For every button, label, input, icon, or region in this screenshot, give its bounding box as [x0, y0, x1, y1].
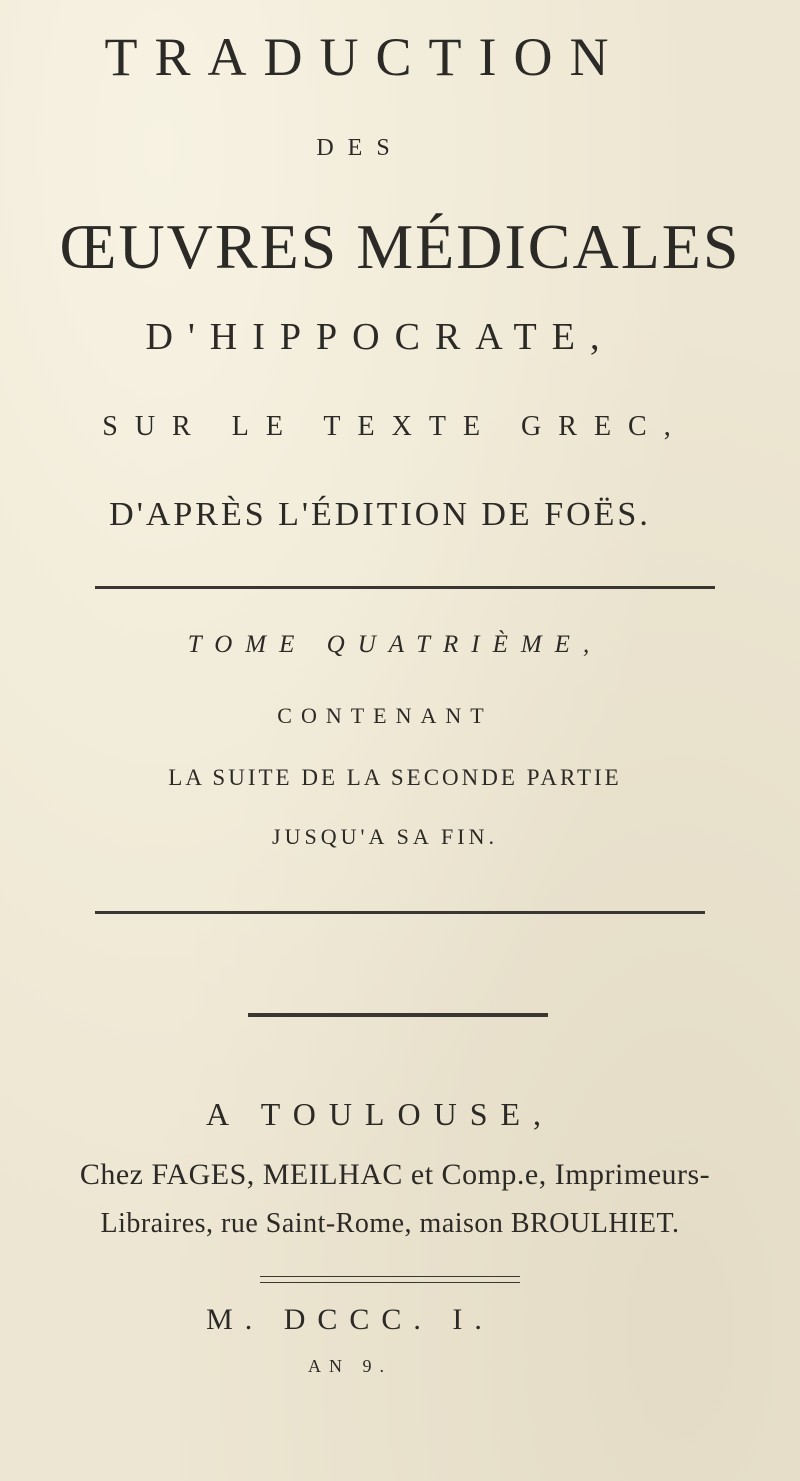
double-rule-top — [260, 1276, 520, 1277]
imprint-publisher: Chez FAGES, MEILHAC et Comp.e, Imprimeurs- — [79, 1158, 711, 1191]
source-text-line: SUR LE TEXTE GREC, — [102, 411, 688, 442]
double-rule-bottom — [260, 1282, 520, 1283]
edition-line: D'APRÈS L'ÉDITION DE FOËS. — [109, 496, 651, 533]
imprint-place: A TOULOUSE, — [205, 1096, 555, 1132]
contents-label: CONTENANT — [277, 703, 493, 728]
author-name: D'HIPPOCRATE, — [145, 316, 615, 358]
imprint-address: Libraires, rue Saint-Rome, maison BROULHIET. — [100, 1208, 680, 1239]
contents-description: LA SUITE DE LA SECONDE PARTIE — [168, 765, 622, 790]
imprint-year: M. DCCC. I. — [206, 1303, 494, 1336]
work-title: ŒUVRES MÉDICALES — [59, 211, 741, 282]
book-title: TRADUCTION — [104, 27, 626, 87]
divider-rule — [95, 586, 715, 589]
title-connector: DES — [316, 135, 404, 161]
imprint-year-republican: AN 9. — [308, 1356, 392, 1376]
volume-label: TOME QUATRIÈME, — [187, 631, 603, 658]
contents-end: JUSQU'A SA FIN. — [272, 824, 498, 849]
ornament-rule — [248, 1013, 548, 1017]
divider-rule — [95, 911, 705, 914]
